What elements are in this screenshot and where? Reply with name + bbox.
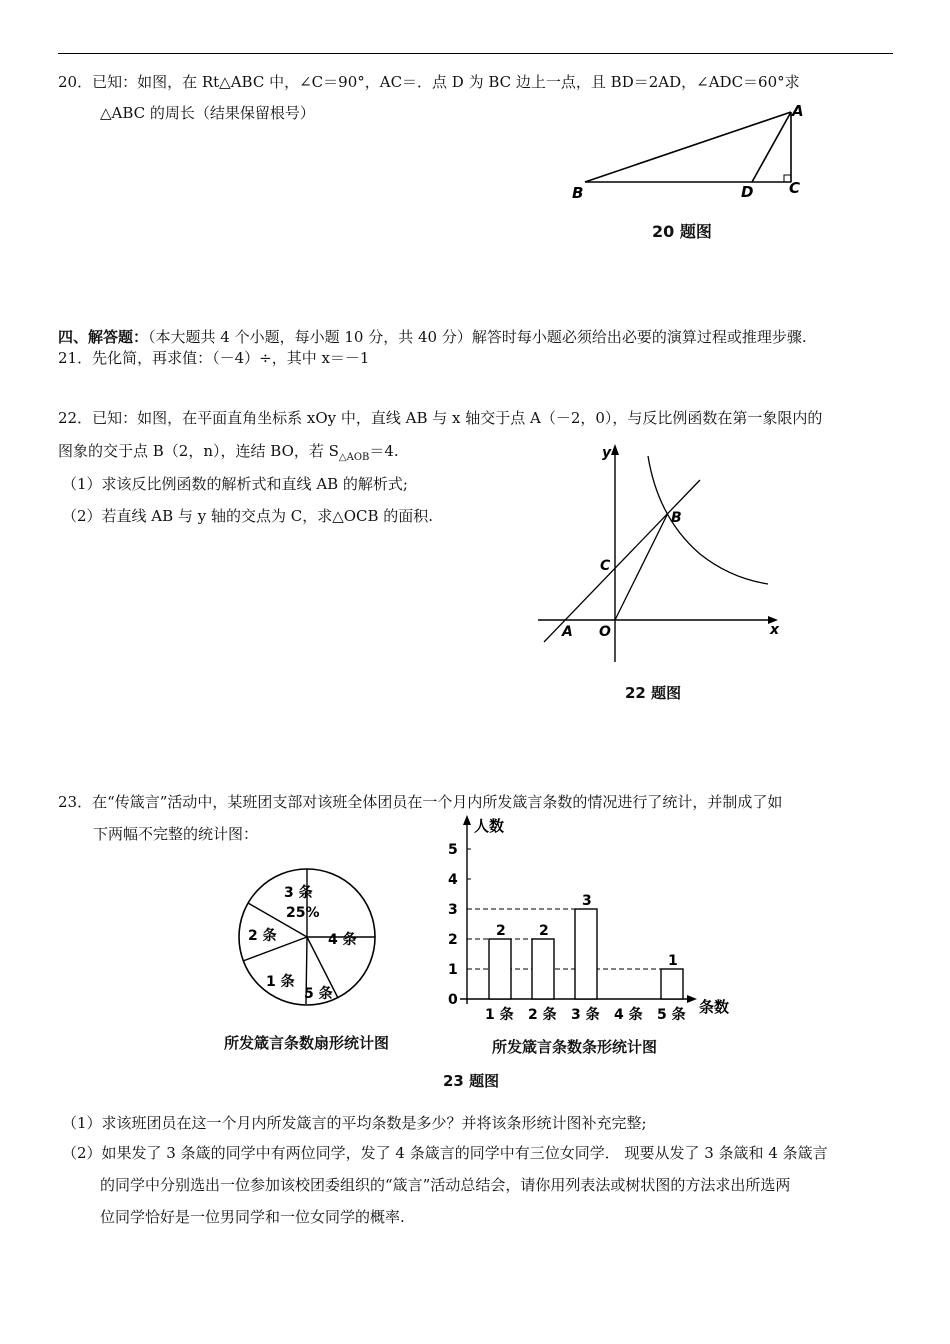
- y-tick-label: 3: [448, 902, 458, 918]
- y-tick-label: 2: [448, 932, 458, 948]
- q23-part2-line1: （2）如果发了 3 条箴的同学中有两位同学，发了 4 条箴言的同学中有三位女同学． 现要从发了 3 条箴和 4 条箴言: [62, 1144, 828, 1162]
- q22-label-a: A: [562, 624, 573, 640]
- section4-text: （本大题共 4 个小题，每小题 10 分，共 40 分）解答时每小题必须给出必要的演算过程或推理步骤.: [148, 328, 807, 346]
- q22-coordinate-figure: [530, 440, 790, 670]
- y-tick-label: 0: [448, 992, 458, 1008]
- bar-5: [661, 969, 683, 999]
- q23-part1: （1）求该班团员在这一个月内所发箴言的平均条数是多少？并将该条形统计图补充完整;: [62, 1114, 647, 1132]
- pie-label-2: 2 条: [248, 928, 277, 944]
- q22-line2-b: ＝4.: [369, 442, 399, 460]
- x-category-label: 5 条: [657, 1007, 686, 1023]
- q23-caption: 23 题图: [443, 1072, 500, 1090]
- y-tick-label: 1: [448, 962, 458, 978]
- q21-text: 21．先化简，再求值：（－4）÷，其中 x＝－1: [58, 349, 370, 367]
- q20-caption: 20 题图: [652, 222, 712, 241]
- q22-label-b: B: [671, 510, 682, 526]
- bar-value-label: 1: [668, 953, 678, 969]
- q23-line2: 下两幅不完整的统计图：: [93, 825, 259, 843]
- q23-part2-line2: 的同学中分别选出一位参加该校团委组织的“箴言”活动总结会，请你用列表法或树状图的方法求出所选两: [100, 1176, 791, 1194]
- top-rule: [58, 53, 893, 54]
- q22-part1: （1）求该反比例函数的解析式和直线 AB 的解析式;: [62, 475, 408, 493]
- q20-line1: [58, 72, 800, 92]
- q22-line1: 22．已知：如图，在平面直角坐标系 xOy 中，直线 AB 与 x 轴交于点 A（－2，0），与反比例函数在第一象限内的: [58, 409, 823, 427]
- q22-line-ab: [544, 480, 700, 642]
- bar-value-label: 2: [496, 923, 506, 939]
- q23-line1: 23．在“传箴言”活动中，某班团支部对该班全体团员在一个月内所发箴言条数的情况进行了统计，并制成了如: [58, 793, 783, 811]
- bar-1: [489, 939, 511, 999]
- q20-side-ab: [585, 112, 791, 182]
- q20-label-d: D: [741, 183, 754, 201]
- bar-2: [532, 939, 554, 999]
- pie-label-3: 3 条: [284, 885, 313, 901]
- q22-label-c: C: [600, 558, 611, 574]
- q23-pie-chart: [232, 862, 382, 1012]
- q22-line2: [58, 441, 399, 468]
- bar-x-arrow: [687, 995, 697, 1003]
- bar-3: [575, 909, 597, 999]
- q22-y-arrow: [611, 444, 619, 455]
- q22-label-o: O: [599, 624, 611, 640]
- q20-triangle-figure: [570, 100, 810, 200]
- q20-line2: △ABC 的周长（结果保留根号）: [100, 104, 315, 122]
- q22-part2: （2）若直线 AB 与 y 轴的交点为 C，求△OCB 的面积.: [62, 507, 434, 525]
- pie-label-4: 4 条: [328, 932, 357, 948]
- x-category-label: 2 条: [528, 1007, 557, 1023]
- q22-area-subscript: △AOB: [338, 452, 370, 463]
- x-category-label: 1 条: [485, 1007, 514, 1023]
- q23-part2-line3: 位同学恰好是一位男同学和一位女同学的概率.: [100, 1208, 405, 1226]
- q20-label-a: A: [792, 102, 804, 120]
- pie-title: 所发箴言条数扇形统计图: [224, 1034, 390, 1052]
- bar-x-label: 条数: [699, 998, 730, 1016]
- bar-value-label: 2: [539, 923, 549, 939]
- pie-label-percent: 25%: [286, 905, 320, 921]
- x-category-label: 3 条: [571, 1007, 600, 1023]
- pie-label-5: 5 条: [304, 986, 333, 1002]
- q22-caption: 22 题图: [625, 684, 682, 702]
- bar-value-label: 3: [582, 893, 592, 909]
- bar-y-label: 人数: [474, 817, 505, 835]
- y-tick-label: 5: [448, 842, 458, 858]
- y-tick-label: 4: [448, 872, 458, 888]
- q23-bar-chart: [440, 812, 750, 1037]
- q22-segment-ob: [615, 515, 667, 620]
- bar-y-arrow: [463, 815, 471, 825]
- q22-label-x: x: [770, 622, 780, 638]
- section4-line: [58, 327, 807, 347]
- q22-line2-a: 图象的交于点 B（2，n），连结 BO，若 S: [58, 442, 339, 460]
- q22-label-y: y: [602, 445, 612, 461]
- q22-hyperbola: [648, 456, 768, 584]
- bar-title: 所发箴言条数条形统计图: [492, 1038, 658, 1056]
- section4-heading: 四、解答题：: [58, 328, 149, 346]
- x-category-label: 4 条: [614, 1007, 643, 1023]
- q20-label-c: C: [789, 179, 801, 197]
- q20-text-1: 已知：如图，在 Rt△ABC 中，∠C＝90°，AC＝．点 D 为 BC 边上一点，且 BD＝2AD，∠ADC＝60°求: [92, 73, 800, 91]
- pie-label-1: 1 条: [266, 974, 295, 990]
- bar-categories: [485, 1006, 686, 1023]
- q20-number: 20．: [58, 73, 93, 91]
- q20-label-b: B: [572, 184, 584, 202]
